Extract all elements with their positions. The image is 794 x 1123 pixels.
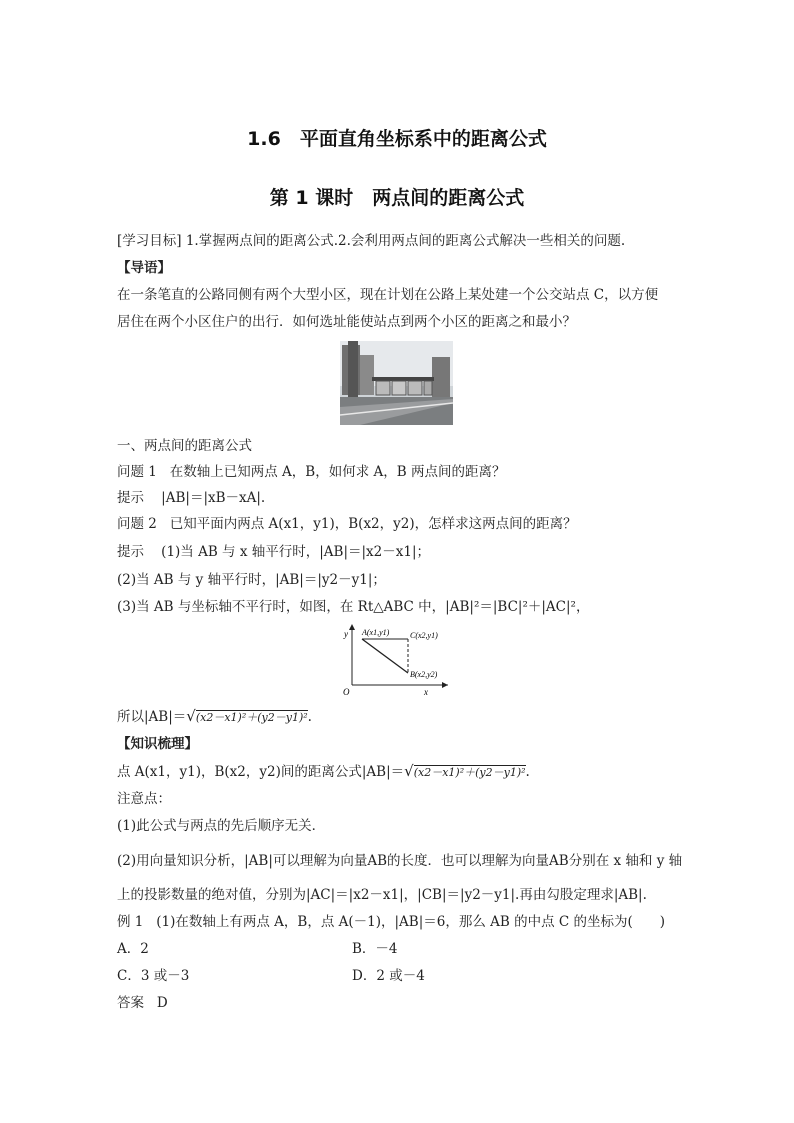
intro-line-2: 居住在两个小区住户的出行．如何选址能使站点到两个小区的距离之和最小？ (117, 314, 576, 330)
knowledge-suffix: . (525, 764, 530, 780)
question-1 (117, 463, 505, 481)
knowledge-prefix: 点 A(x1，y1)，B(x2，y2)间的距离公式|AB|＝ (117, 764, 405, 780)
fig-label-y: y (344, 629, 348, 639)
question-1-text: 在数轴上已知两点 A，B，如何求 A，B 两点间的距离？ (169, 464, 506, 480)
question-1-label: 问题 1 (117, 464, 157, 480)
answer-line (117, 994, 168, 1012)
question-2-label: 问题 2 (117, 516, 157, 532)
option-a: A．2 (117, 941, 149, 957)
option-d: D．2 或－4 (352, 968, 425, 984)
intro-label: 【导语】 (117, 260, 171, 276)
fig-label-c: C(x2,y1) (410, 631, 438, 640)
lesson-subtitle: 第 1 课时 两点间的距离公式 (269, 187, 525, 209)
section-heading: 一、两点间的距离公式 (117, 438, 252, 454)
conclusion-prefix: 所以|AB|＝ (117, 709, 187, 725)
knowledge-radicand: (x2－x1)²＋(y2－y1)² (413, 766, 526, 779)
case-2: (2)当 AB 与 y 轴平行时，|AB|＝|y2－y1|； (117, 572, 386, 588)
knowledge-sqrt (404, 762, 525, 782)
knowledge-formula-line (117, 762, 530, 782)
radical-icon: √ (186, 707, 196, 725)
page-title: 1.6 平面直角坐标系中的距离公式 (247, 128, 547, 150)
objectives-line (117, 232, 625, 250)
hint-1 (117, 489, 265, 507)
question-2 (117, 515, 577, 533)
conclusion-suffix: . (307, 709, 312, 725)
hint-2-label: 提示 (117, 544, 144, 560)
case-3: (3)当 AB 与坐标轴不平行时，如图，在 Rt△ABC 中，|AB|²＝|BC|²＋|AC|²， (117, 599, 590, 615)
bus-stop-illustration (340, 341, 453, 425)
answer-label: 答案 (117, 995, 144, 1011)
example-1-text: (1)在数轴上有两点 A，B，点 A(－1)，|AB|＝6，那么 AB 的中点 C 的坐标为( ) (156, 914, 666, 930)
hint-1-text: |AB|＝|xB－xA|. (161, 490, 266, 506)
sqrt-formula (186, 707, 307, 727)
fig-label-origin: O (343, 687, 350, 697)
question-2-text: 已知平面内两点 A(x1，y1)，B(x2，y2)，怎样求这两点间的距离？ (169, 516, 577, 532)
radical-icon: √ (404, 762, 414, 780)
notes-label: 注意点： (117, 791, 171, 807)
example-1-label: 例 1 (117, 914, 144, 930)
hint-1-label: 提示 (117, 490, 144, 506)
note-2-line-2: 上的投影数量的绝对值，分别为|AC|＝|x2－x1|，|CB|＝|y2－y1|.再由勾股定理求|AB|. (117, 887, 647, 903)
objectives-label: [学习目标] (117, 233, 182, 249)
objectives-text: 1.掌握两点间的距离公式.2.会利用两点间的距离公式解决一些相关的问题. (185, 233, 626, 249)
triangle-diagram (340, 621, 460, 697)
intro-line-1: 在一条笔直的公路同侧有两个大型小区，现在计划在公路上某处建一个公交站点 C，以方便 (117, 287, 659, 303)
bus-stop-photo (340, 341, 453, 425)
answer-value: D (156, 995, 168, 1011)
example-1 (117, 913, 665, 931)
distance-conclusion (117, 707, 312, 727)
knowledge-label: 【知识梳理】 (117, 736, 198, 752)
coordinate-figure (340, 621, 460, 701)
fig-label-x: x (424, 687, 428, 697)
option-c: C．3 或－3 (117, 968, 190, 984)
formula-radicand: (x2－x1)²＋(y2－y1)² (195, 711, 308, 724)
note-1: (1)此公式与两点的先后顺序无关． (117, 818, 326, 834)
fig-label-a: A(x1,y1) (362, 628, 390, 637)
note-2-line-1: (2)用向量知识分析，|AB|可以理解为向量AB的长度．也可以理解为向量AB分别在 x 轴和 y 轴 (117, 853, 683, 869)
fig-label-b: B(x2,y2) (410, 670, 438, 679)
option-b: B．－4 (352, 941, 398, 957)
hint-2-text: (1)当 AB 与 x 轴平行时，|AB|＝|x2－x1|； (161, 544, 431, 560)
hint-2 (117, 543, 430, 561)
